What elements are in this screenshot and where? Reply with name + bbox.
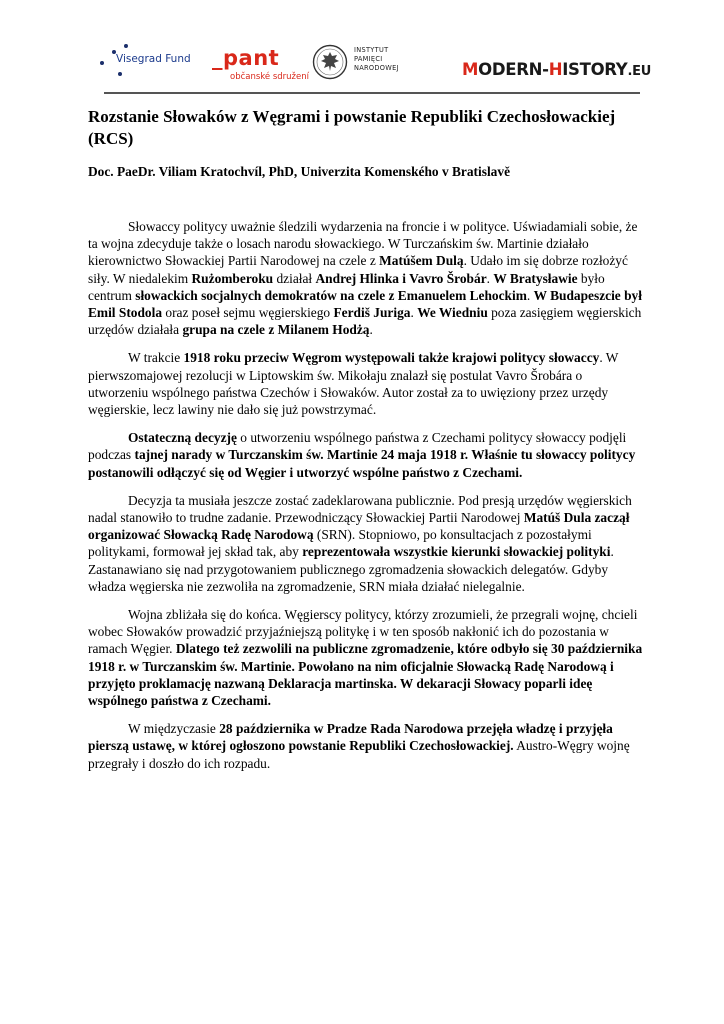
text-run: . [369, 322, 373, 338]
bold-text-run: Andrej Hlinka i Vavro Šrobár [315, 270, 487, 286]
mh-letter: H [548, 60, 563, 79]
bold-text-run: We Wiedniu [417, 305, 488, 321]
ipn-logo[interactable] [312, 44, 422, 84]
text-run: . [486, 270, 494, 286]
article-title: Rozstanie Słowaków z Węgrami i powstanie Republiki Czechosłowackiej (RCS) [88, 107, 616, 148]
article-paragraph [88, 720, 644, 772]
bold-text-run: tajnej narady w Turczanskim św. Martinie 24 maja 1918 r. Właśnie tu słowaccy politycy postanowili odłączyć się od Węgier i utworzyć wspólne państwo z Czechami. [88, 447, 636, 480]
text-run: było centrum [88, 270, 605, 303]
bold-text-run: 1918 roku przeciw Węgrom występowali także krajowi politycy słowaccy [183, 350, 600, 366]
text-run: oraz poseł sejmu węgierskiego [162, 305, 334, 321]
text-run: o utworzeniu wspólnego państwa z Czechami politycy słowaccy podjęli podczas [88, 430, 627, 463]
ipn-logo-text [354, 46, 399, 73]
ipn-line: NARODOWEJ [354, 64, 399, 72]
bold-text-run: 28 października w Pradze Rada Narodowa przejęła władzę i przyjęła pierszą ustawę, w której ogłoszono powstanie Republiki Czechosłowackiej. [88, 721, 613, 754]
bold-text-run: Rużomberoku [191, 270, 274, 286]
bold-text-run: słowackich socjalnych demokratów na czele z Emanuelem Lehockim [135, 287, 527, 303]
text-run: . Udało im się dobrze rozłożyć siły. W niedalekim [88, 253, 628, 286]
article [88, 106, 644, 783]
pant-logo-title: _pant [212, 46, 280, 70]
text-run: W międzyczasie [128, 721, 220, 737]
pant-logo-subtitle: občanské sdružení [230, 72, 309, 82]
text-run: . Zastanawiano się nad przygotowaniem publicznego zgromadzenia słowackich delegatów. Gdyby władza węgierska nie zezwoliła na zgromadzenie, SRN miała działać nielegalnie. [88, 544, 614, 594]
text-run: Austro-Węgry wojnę przegrały i doszło do ich rozpadu. [88, 738, 630, 771]
mh-letter: M [462, 60, 479, 79]
article-paragraph [88, 349, 644, 418]
article-body [88, 218, 644, 772]
header-divider [104, 92, 640, 94]
mh-segment: ODERN- [478, 60, 549, 79]
modern-history-logo[interactable] [462, 60, 651, 79]
article-paragraph [88, 606, 644, 709]
mh-segment: ISTORY [562, 60, 628, 79]
article-author: Doc. PaeDr. Viliam Kratochvíl, PhD, Univerzita Komenského v Bratislavě [88, 164, 511, 179]
bold-text-run: grupa na czele z Milanem Hodżą [182, 322, 370, 338]
ipn-line: PAMIĘCI [354, 55, 383, 63]
eagle-seal-icon [312, 44, 348, 80]
header-logos [0, 0, 724, 96]
article-paragraph [88, 218, 644, 338]
text-run: . [526, 287, 534, 303]
pant-logo[interactable] [212, 46, 307, 86]
text-run: W trakcie [128, 350, 184, 366]
visegrad-fund-label: Visegrad Fund [116, 53, 191, 65]
bold-text-run: W Budapeszcie był Emil Stodola [88, 287, 642, 321]
bold-text-run: Matúš Dula zaczął organizować Słowacką Radę Narodową [88, 510, 630, 543]
bold-text-run: W Bratysławie [493, 270, 578, 286]
bold-text-run: Ostateczną decyzję [128, 430, 237, 446]
text-run: Słowaccy politycy uważnie śledzili wydarzenia na froncie i w polityce. Uświadamiali sobie, że ta wojna zdecyduje także o losach narodu słowackiego. W Turczańskim św. Martinie działało kierownictwo Słowackiej Partii Narodowej na czele z [88, 219, 638, 269]
bold-text-run: reprezentowała wszystkie kierunki słowackiej polityki [302, 544, 611, 560]
bold-text-run: Ferdiš Juriga [333, 305, 411, 321]
text-run: poza zasięgiem węgierskich urzędów działała [88, 305, 642, 338]
bold-text-run: Matúšem Dulą [379, 253, 464, 269]
bold-text-run: Dlatego też zezwolili na publiczne zgromadzenie, które odbyło się 30 października 1918 r. w Turczanskim św. Martinie. Powołano na nim oficjalnie Słowacką Radę Narodową i przyjęto proklamację nazwaną Deklaracja martinska. W dekaracji Słowacy poparli ideę wspólnego państwa z Czechami. [88, 641, 643, 709]
text-run: (SRN). Stopniowo, po konsultacjach z pozostałymi politykami, formował jej skład tak, aby [88, 527, 592, 560]
text-run: Decyzja ta musiała jeszcze zostać zadeklarowana publicznie. Pod presją urzędów węgierskich nadal stanowiło to trudne zadanie. Przewodniczący Słowackiej Partii Narodowej [88, 492, 632, 526]
text-run: działał [273, 270, 316, 286]
text-run: . W pierwszomajowej rezolucji w Liptowskim św. Mikołaju znalazł się postulat Vavro Šrobára o utworzeniu wspólnego państwa Czechów i Słowaków. Autor został za to uwięziony przez urzędy węgierskie, lecz lawiny nie dało się już powstrzymać. [88, 350, 619, 418]
mh-domain: .EU [627, 64, 651, 79]
text-run: . [410, 305, 418, 321]
article-paragraph [88, 492, 644, 595]
text-run: Wojna zbliżała się do końca. Węgierscy politycy, którzy zrozumieli, że przegrali wojnę, chcieli wobec Słowaków prowadzić przyjaźniejszą politykę i w ten sposób nakłonić ich do pozostania w ramach Węgier. [88, 607, 638, 657]
article-paragraph [88, 429, 644, 481]
ipn-line: INSTYTUT [354, 46, 389, 54]
